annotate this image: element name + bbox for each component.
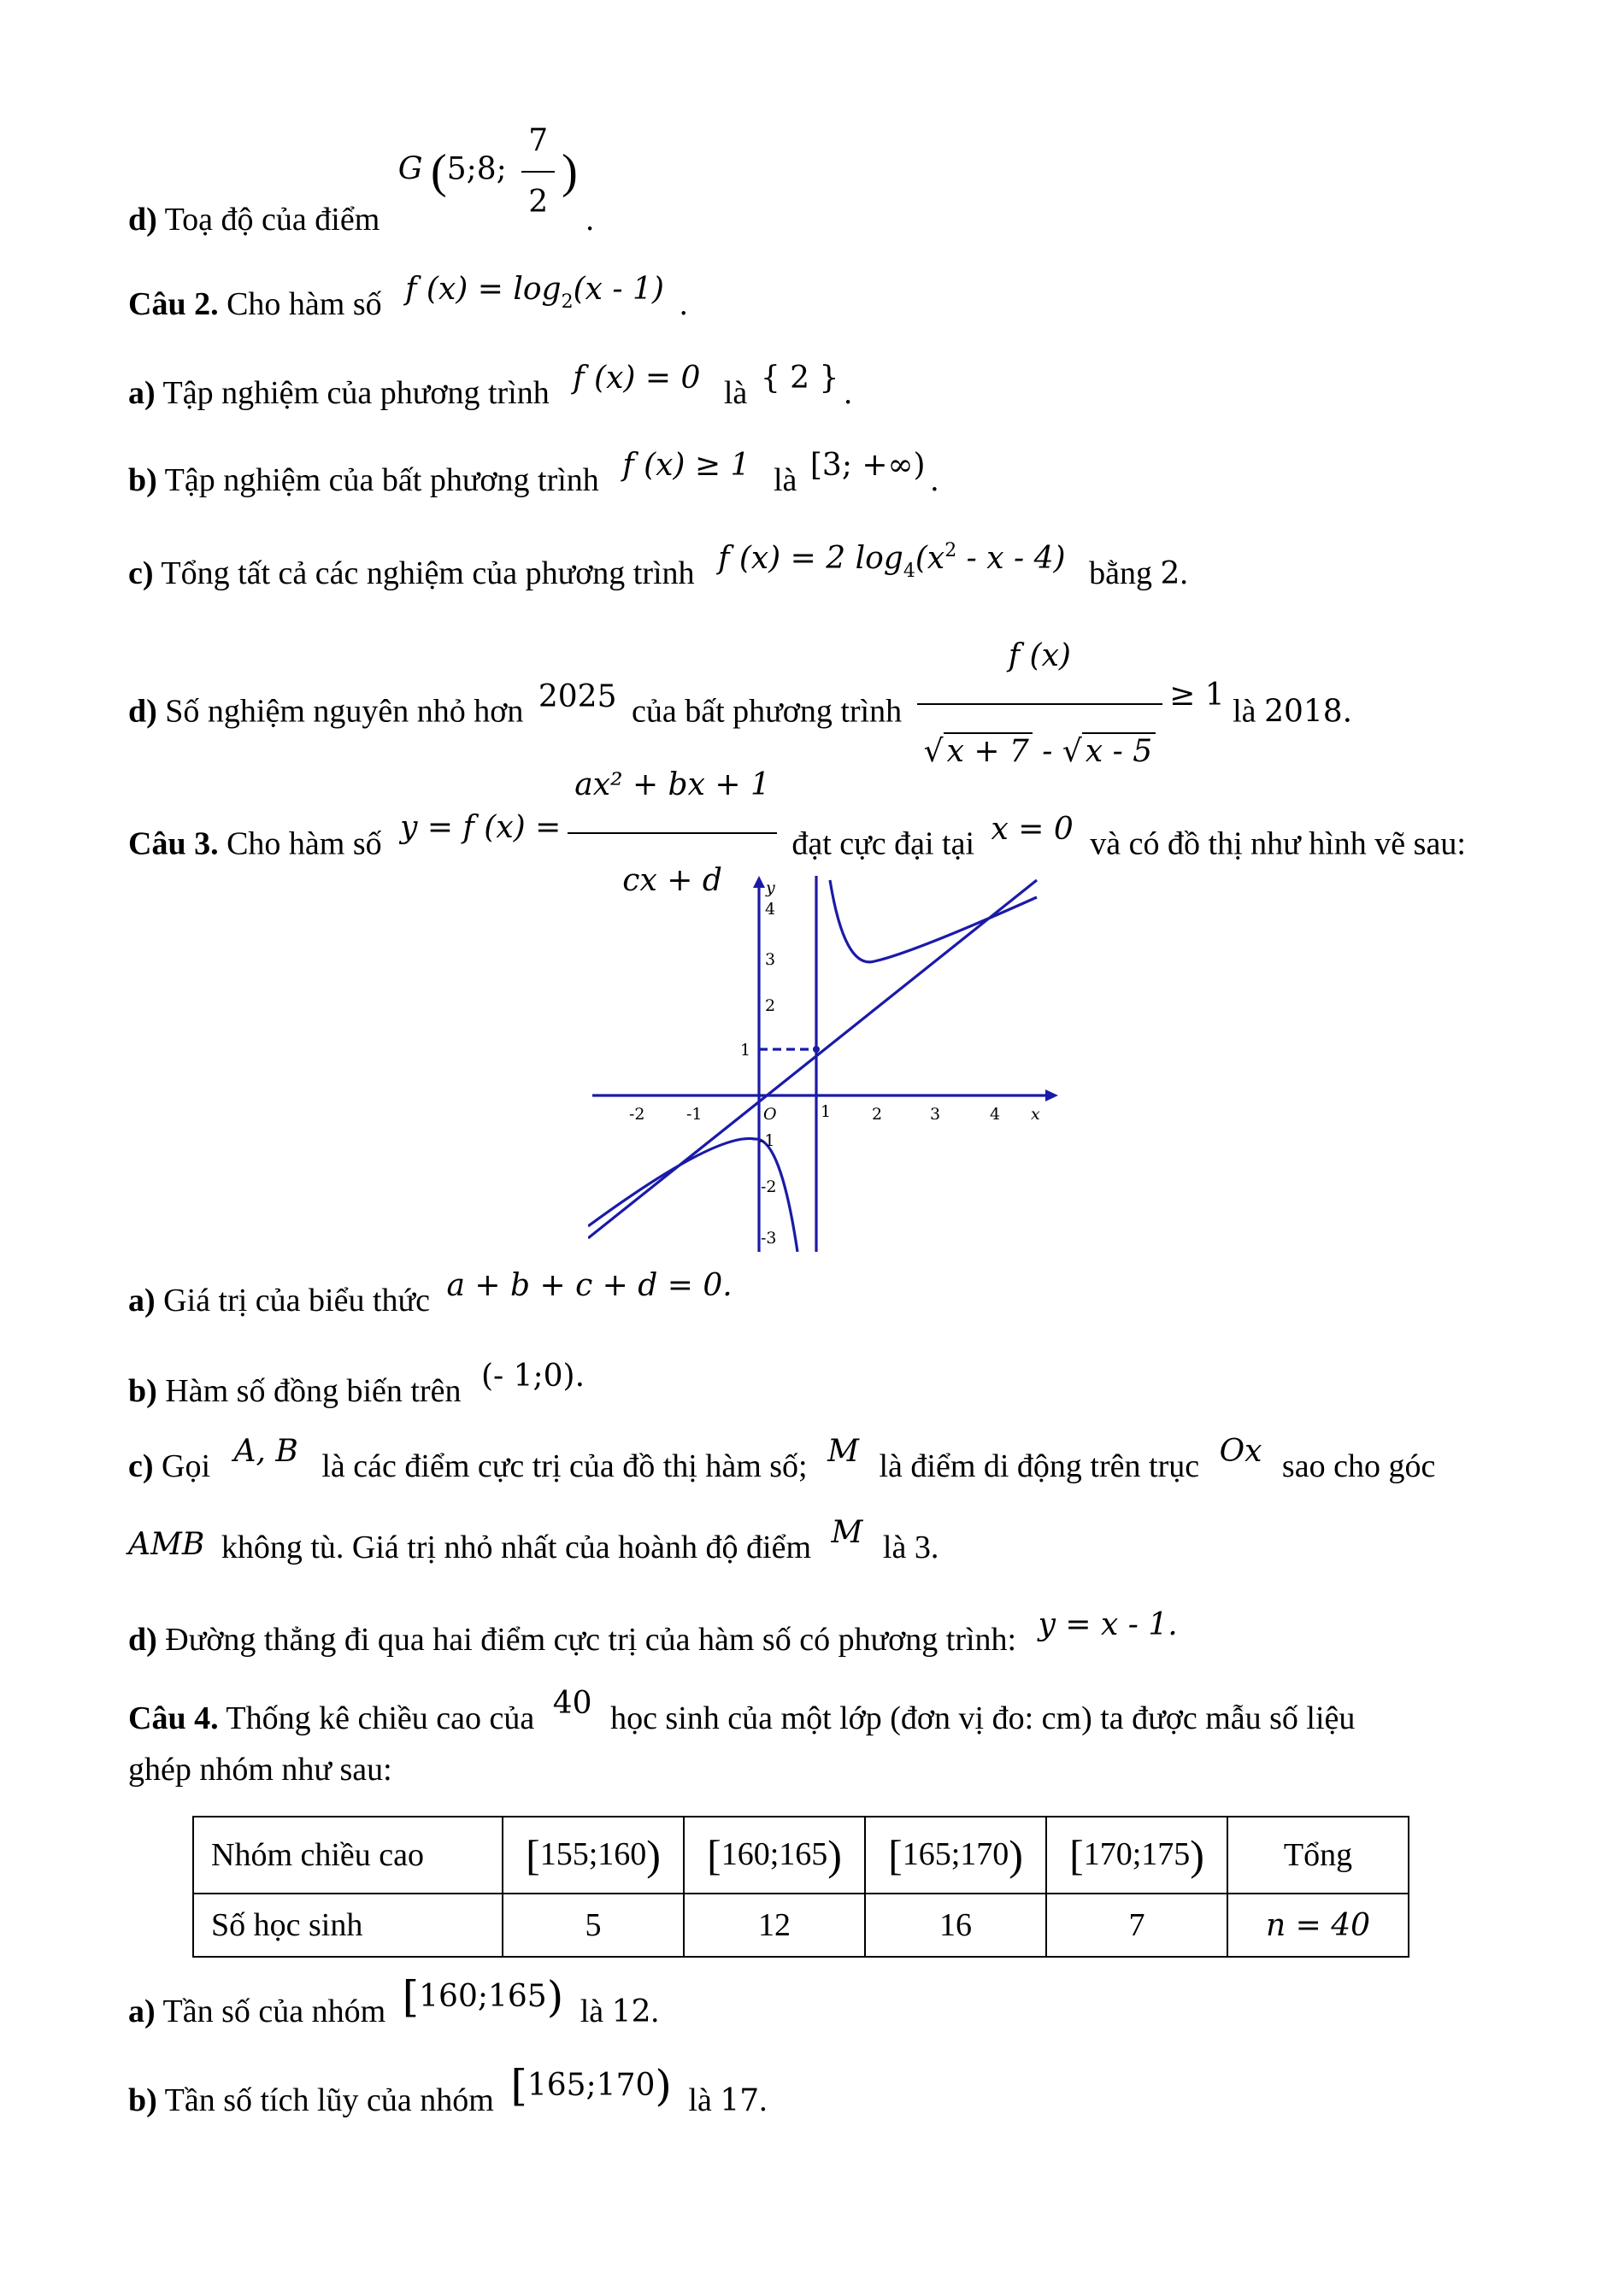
q4-a-line: a) Tần số của nhóm [160;165) là 12. xyxy=(128,1972,659,2029)
x-tick-label: 3 xyxy=(930,1105,941,1124)
point-name: G xyxy=(397,151,423,187)
x-tick-label: 1 xyxy=(821,1102,832,1121)
item-label: b) xyxy=(128,462,157,498)
q3-d-line: d) Đường thẳng đi qua hai điểm cực trị của hàm số có phương trình: y = x - 1. xyxy=(128,1618,1496,1663)
q3-a-line: a) Giá trị của biểu thức a + b + c + d = 0. xyxy=(128,1278,1496,1324)
function-lhs: y = f (x) = xyxy=(400,809,562,845)
q3-c-line: c) Gọi A, B là các điểm cực trị của đồ thị hàm số; M là điểm di động trên trục Ox sao cho góc xyxy=(128,1434,1436,1484)
question-title: Câu 2. xyxy=(128,286,219,322)
function-expression: f $(x) = \log_2(x - 1)$ xyxy=(405,272,664,313)
answer-value: 17 xyxy=(720,2083,760,2118)
equation: f (x) = 2 $\log_4(x^2$ - x - 4) xyxy=(718,540,1066,582)
q2-intro-line: Câu 2. Cho hàm số f $(x) = \log_2(x - 1)$ . xyxy=(128,282,1496,332)
item-label: c) xyxy=(128,1448,154,1484)
line-equation: y = x - 1. xyxy=(1038,1607,1178,1642)
item-label: a) xyxy=(128,1283,156,1318)
point-1-1 xyxy=(813,1046,820,1053)
inequality: f (x) ≥ 1 xyxy=(622,448,750,483)
table-row xyxy=(193,1817,1409,1894)
table-cell: [160;165) xyxy=(684,1817,865,1894)
q2-a-line: a) Tập nghiệm của phương trình f (x) = 0 là { 2 } . xyxy=(128,371,1496,416)
q4-intro-line: Câu 4. Thống kê chiều cao của 40 học sinh của một lớp (đơn vị đo: cm) ta được mẫu số liệu xyxy=(128,1686,1356,1736)
y-tick-label: 2 xyxy=(765,996,776,1015)
q1-d-line: d) Toạ độ của điểm G (5;8; $\frac{7}{2}$ ) . xyxy=(128,128,1496,250)
y-tick-label: -2 xyxy=(761,1177,777,1196)
inequality-fraction: $\frac{f (x)}{√ x + 7 - √ x - 5}$ xyxy=(917,609,1162,799)
critical-x: x = 0 xyxy=(991,811,1074,847)
item-label: d) xyxy=(128,693,157,730)
q2-d-line: d) Số nghiệm nguyên nhỏ hơn 2025 của bất phương trình $\frac{f (x)}{√ x + 7 - √ x - 5}$ ≥ 1 là 2018. xyxy=(128,620,1496,809)
table-header-cell: Số học sinh xyxy=(193,1894,503,1957)
q3-intro-line: Câu 3. Cho hàm số y = f (x) = $\frac{\text{ax² + bx + 1}}{cx + d}$ đạt cực đại tại x = 0 và có đồ thị như hình vẽ sau: xyxy=(128,752,1496,942)
function-graph xyxy=(588,876,1067,1252)
item-label: c) xyxy=(128,555,154,591)
y-tick-label: -3 xyxy=(761,1229,777,1248)
y-tick-label: -1 xyxy=(759,1131,775,1150)
q4-b-line: b) Tần số tích lũy của nhóm [165;170) là 17. xyxy=(128,2061,768,2118)
table-cell: 7 xyxy=(1046,1894,1227,1957)
table-header-cell: Nhóm chiều cao xyxy=(193,1817,503,1894)
point-coords: 5;8; xyxy=(446,151,507,187)
table-cell: 5 xyxy=(503,1894,684,1957)
table-cell: [155;160) xyxy=(503,1817,684,1894)
y-tick-label: 3 xyxy=(765,950,776,969)
q2-c-line: c) Tổng tất cả các nghiệm của phương trình f (x) = 2 $\log_4(x^2$ - x - 4) bằng 2. xyxy=(128,551,1496,601)
answer-value: 2 xyxy=(1160,556,1180,591)
x-tick-label: 4 xyxy=(990,1105,1001,1124)
solution-set: [3; +∞) xyxy=(809,448,926,483)
y-axis-arrow xyxy=(753,876,765,888)
item-label: b) xyxy=(128,1373,157,1409)
upper-branch xyxy=(830,880,1037,962)
equation: f (x) = 0 xyxy=(573,361,701,396)
item-label: b) xyxy=(128,2082,157,2118)
q3-b-line: b) Hàm số đồng biến trên (- 1;0). xyxy=(128,1369,1496,1414)
item-label: d) xyxy=(128,202,157,238)
table-cell: [165;170) xyxy=(865,1817,1046,1894)
slant-asymptote xyxy=(588,880,1037,1238)
item-label: a) xyxy=(128,1994,156,2029)
x-tick-label: -1 xyxy=(686,1105,703,1124)
answer-value: 2018. xyxy=(1264,694,1353,730)
y-axis-label: y xyxy=(766,878,775,897)
q4-intro-line-2: ghép nhóm như sau: xyxy=(128,1752,392,1788)
x-axis-arrow xyxy=(1045,1089,1058,1101)
table-cell: 12 xyxy=(684,1894,865,1957)
table-cell: 16 xyxy=(865,1894,1046,1957)
q2-b-line: b) Tập nghiệm của bất phương trình f (x) ≥ 1 là [3; +∞) . xyxy=(128,458,1496,503)
table-cell: [170;175) xyxy=(1046,1817,1227,1894)
item-label: d) xyxy=(128,1622,157,1658)
y-tick-label: 1 xyxy=(740,1041,751,1060)
item-text: Toạ độ của điểm xyxy=(164,202,380,238)
solution-set: { 2 } xyxy=(760,361,839,396)
table-row xyxy=(193,1894,1409,1957)
x-axis-label: x xyxy=(1031,1105,1040,1124)
frequency-table xyxy=(192,1816,1409,1958)
item-label: a) xyxy=(128,375,156,411)
x-tick-label: -2 xyxy=(629,1105,645,1124)
bound-value: 2025 xyxy=(538,678,617,714)
question-title: Câu 4. xyxy=(128,1700,219,1736)
origin-label: O xyxy=(763,1105,777,1124)
expression: a + b + c + d = 0. xyxy=(446,1268,733,1303)
table-cell: Tổng xyxy=(1227,1817,1409,1894)
table-cell: n = 40 xyxy=(1227,1894,1409,1957)
y-tick-label: 4 xyxy=(765,900,776,919)
answer-value: 12 xyxy=(611,1994,651,2029)
function-fraction: $\frac{\text{ax² + bx + 1}}{cx + d}$ xyxy=(568,738,777,928)
question-title: Câu 3. xyxy=(128,825,219,862)
x-tick-label: 2 xyxy=(872,1105,883,1124)
coord-fraction: $\frac{7}{2}$ xyxy=(521,111,555,232)
interval: (- 1;0). xyxy=(480,1359,585,1394)
angle-name: AMB xyxy=(128,1527,205,1562)
q3-c-line-2: AMB không tù. Giá trị nhỏ nhất của hoành độ điểm M là 3. xyxy=(128,1515,939,1565)
